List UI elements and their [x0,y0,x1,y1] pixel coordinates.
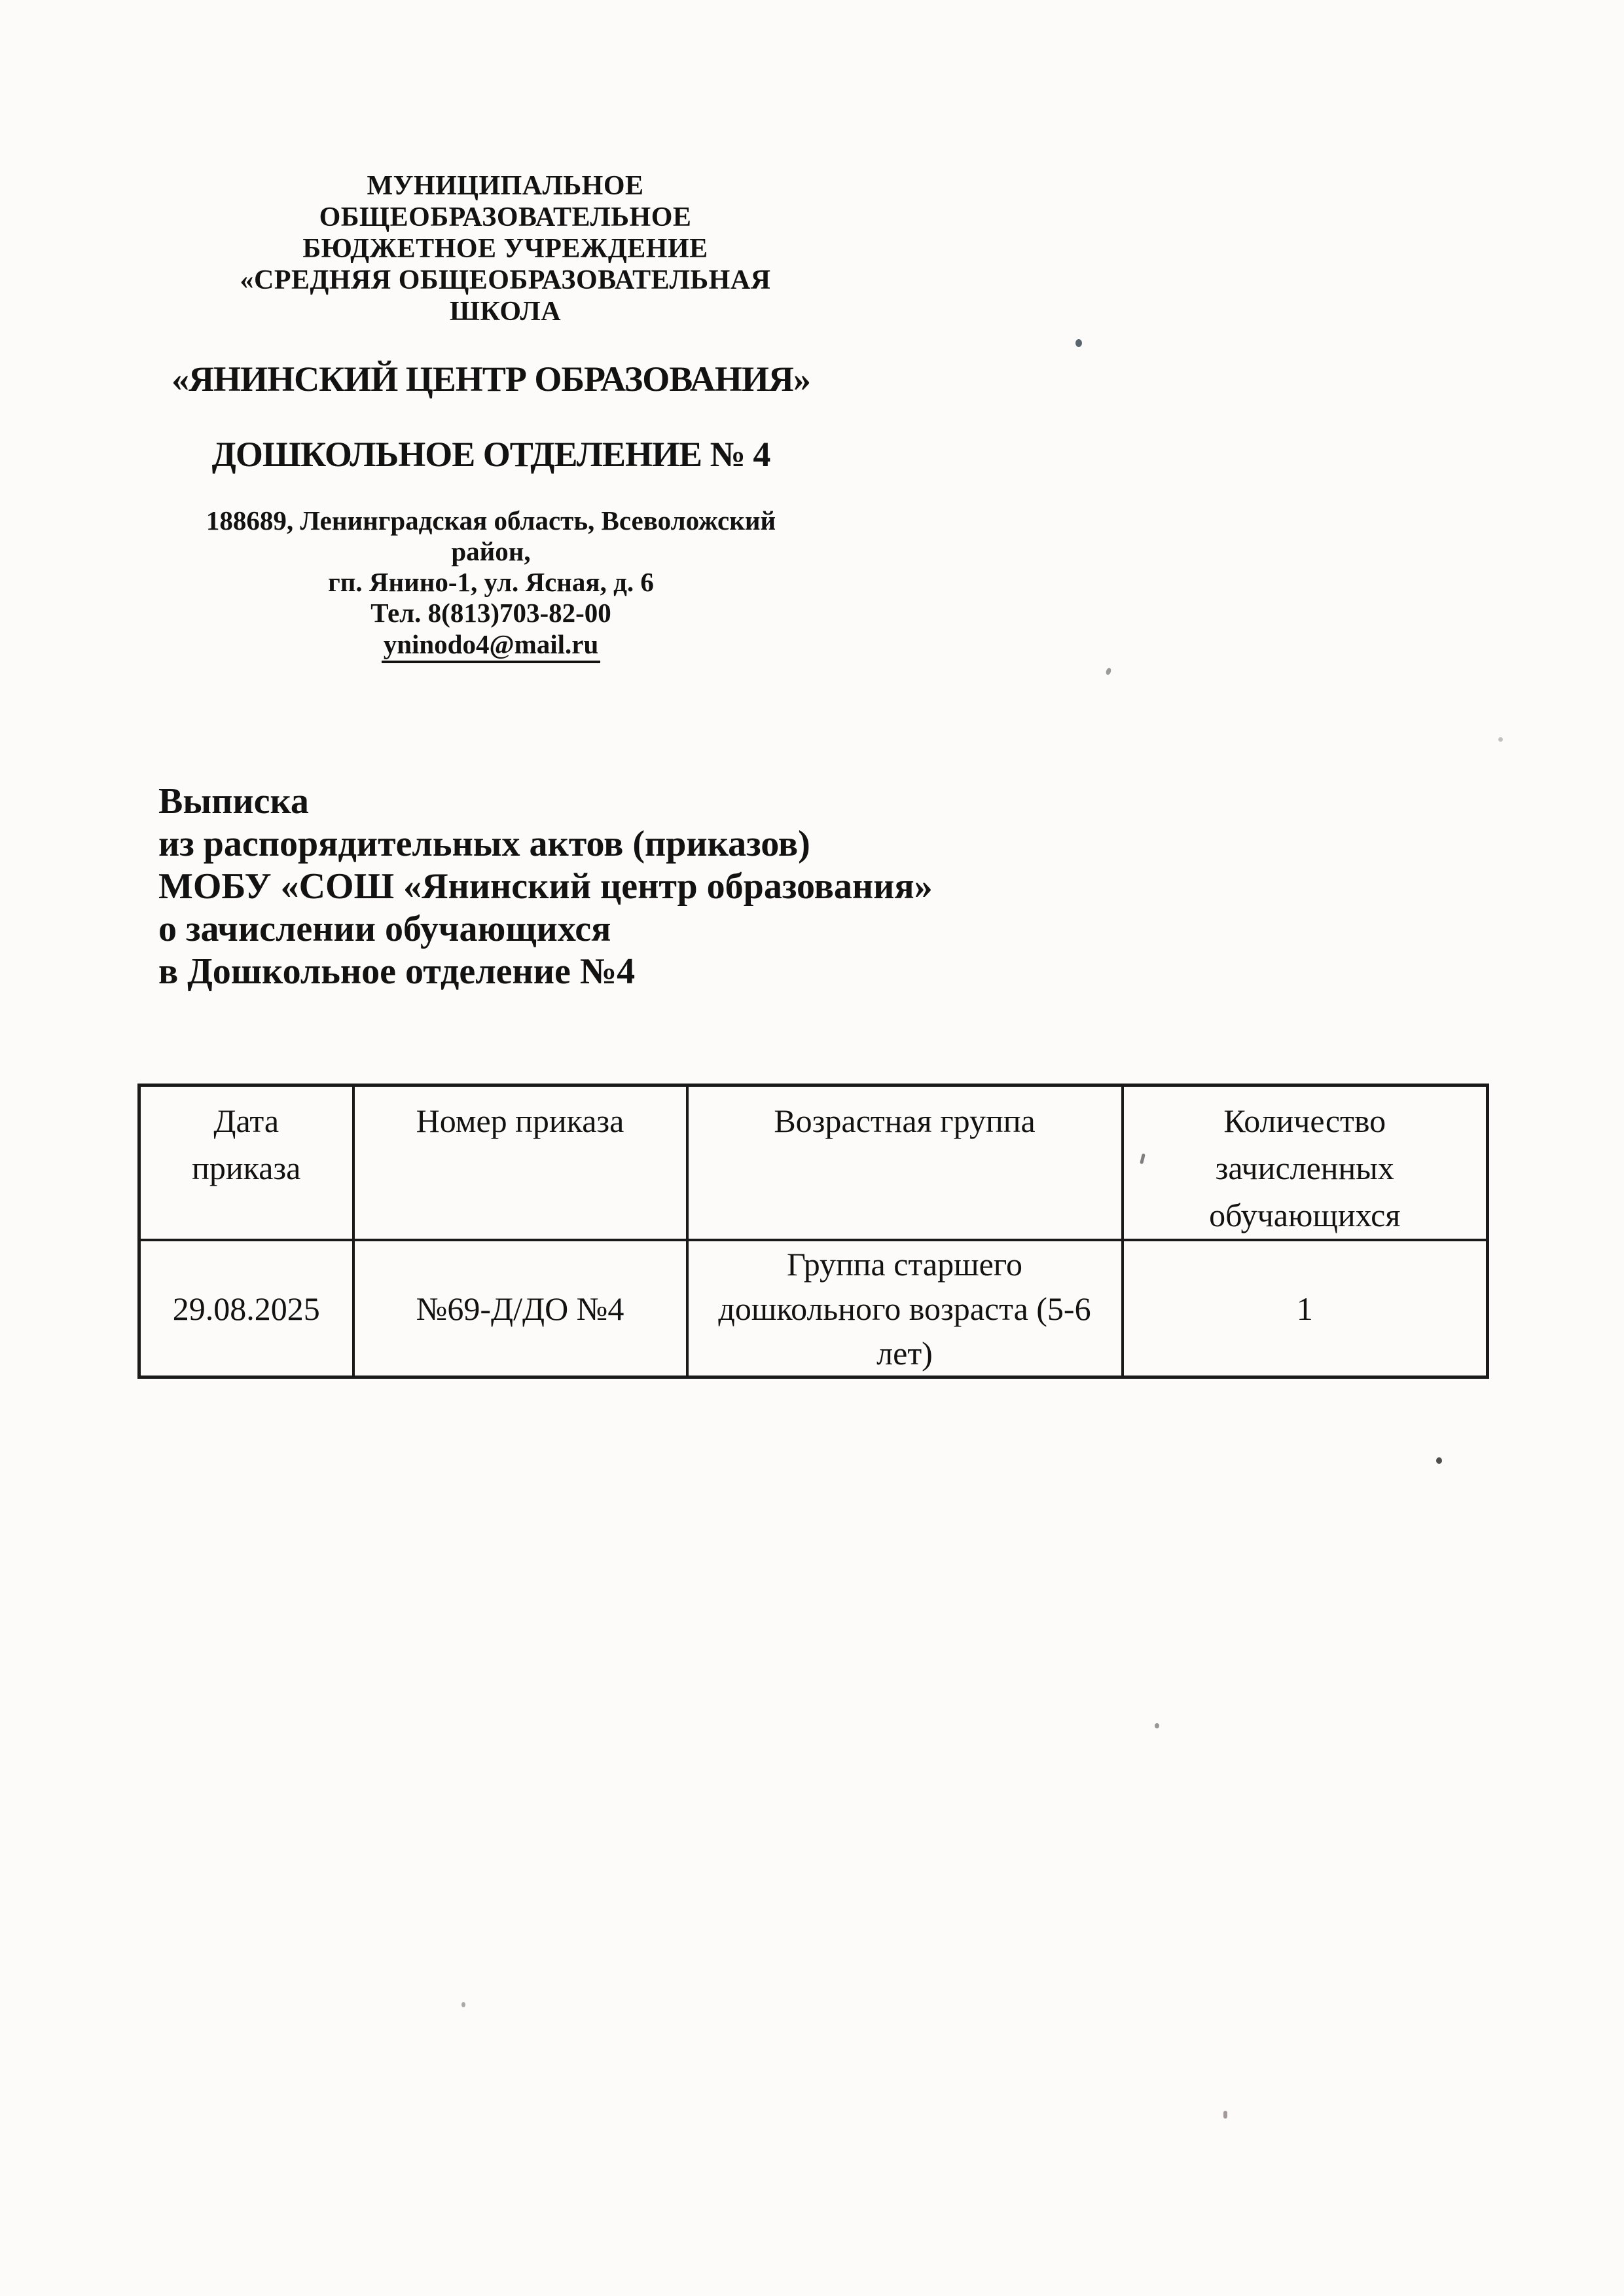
scan-speck [1155,1723,1159,1728]
col-header-order-number-label: Номер приказа [416,1102,624,1139]
department-name: ДОШКОЛЬНОЕ ОТДЕЛЕНИЕ № 4 [211,435,770,474]
col-header-enrolled-count-label: Количество зачисленных обучающихся [1209,1102,1401,1233]
scan-speck [1223,2111,1227,2119]
col-header-order-date [139,1085,353,1241]
cell-age-group-text: Группа старшего дошкольного возраста (5-6 лет) [718,1245,1091,1372]
col-header-enrolled-count [1123,1085,1488,1241]
document-title [158,780,1206,993]
title-line: МОБУ «СОШ «Янинский центр образования» [158,866,933,907]
org-name-line: «СРЕДНЯЯ ОБЩЕОБРАЗОВАТЕЛЬНАЯ [240,265,771,295]
enrollment-table [137,1084,1489,1379]
scan-speck [1105,667,1111,676]
cell-age-group [687,1240,1123,1377]
scan-speck [461,2002,465,2007]
title-line: из распорядительных актов (приказов) [158,824,810,864]
org-name-line: МУНИЦИПАЛЬНОЕ [367,171,644,201]
table-header-row [139,1085,1488,1241]
cell-order-number: №69-Д/ДО №4 [353,1240,687,1377]
title-line: в Дошкольное отделение №4 [158,951,636,992]
col-header-order-date-label: Дата приказа [192,1102,301,1186]
cell-enrolled-count: 1 [1123,1240,1488,1377]
center-name: «ЯНИНСКИЙ ЦЕНТР ОБРАЗОВАНИЯ» [171,359,810,399]
cell-order-date: 29.08.2025 [139,1240,353,1377]
address-block [164,505,818,663]
phone-line: Тел. 8(813)703-82-00 [370,598,611,628]
title-line: Выписка [158,781,309,822]
col-header-order-number [353,1085,687,1241]
org-name-line: БЮДЖЕТНОЕ УЧРЕЖДЕНИЕ [302,234,708,264]
address-line: гп. Янино-1, ул. Ясная, д. 6 [328,567,654,597]
org-name-line: ОБЩЕОБРАЗОВАТЕЛЬНОЕ [319,202,692,232]
email-text: yninodo4@mail.ru [382,629,601,663]
col-header-age-group [687,1085,1123,1241]
scan-speck [1436,1457,1442,1464]
email-line [164,629,818,663]
scan-speck [1075,339,1082,347]
table-row [139,1240,1488,1377]
address-line: 188689, Ленинградская область, Всеволожский район, [206,505,776,566]
col-header-age-group-label: Возрастная группа [774,1102,1036,1139]
title-line: о зачислении обучающихся [158,909,611,949]
scan-speck [1498,737,1503,742]
org-name-line: ШКОЛА [449,297,562,327]
org-name-block [178,170,833,327]
